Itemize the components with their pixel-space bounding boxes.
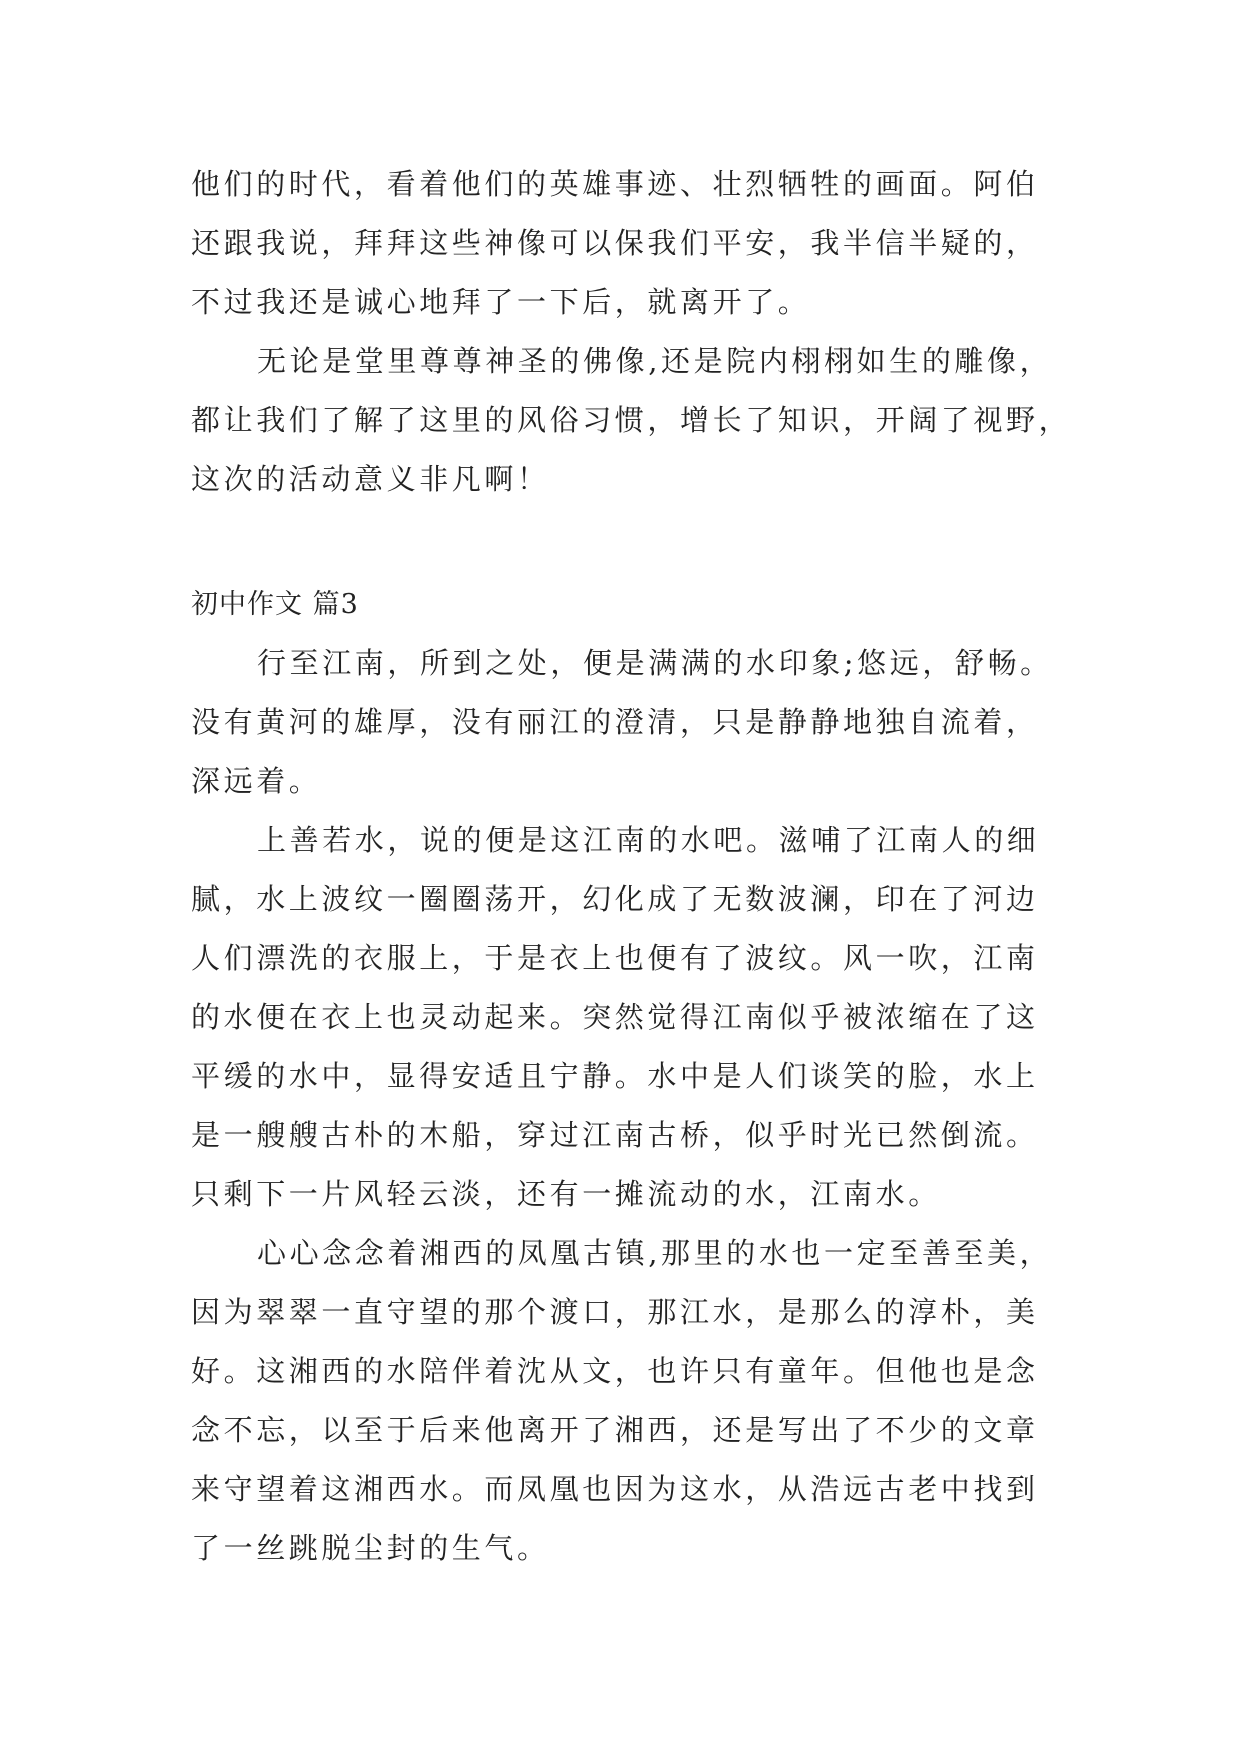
text-line: 这次的活动意义非凡啊！ [191, 462, 550, 496]
text-line: 无论是堂里尊尊神圣的佛像,还是院内栩栩如生的雕像， [257, 344, 1053, 378]
text-line: 心心念念着湘西的凤凰古镇,那里的水也一定至善至美， [257, 1236, 1053, 1270]
paragraph [191, 155, 1071, 332]
text-line: 他们的时代，看着他们的英雄事迹、壮烈牺牲的画面。阿伯 [191, 167, 1039, 201]
paragraph [191, 634, 1071, 811]
text-line: 上善若水，说的便是这江南的水吧。滋哺了江南人的细 [257, 823, 1040, 857]
text-line: 是一艘艘古朴的木船，穿过江南古桥，似乎时光已然倒流。 [191, 1118, 1039, 1152]
text-line: 只剩下一片风轻云淡，还有一摊流动的水，江南水。 [191, 1177, 941, 1211]
text-line: 好。这湘西的水陪伴着沈从文，也许只有童年。但他也是念 [191, 1354, 1039, 1388]
text-line: 深远着。 [191, 764, 322, 798]
paragraph [191, 332, 1071, 509]
text-line: 没有黄河的雄厚，没有丽江的澄清，只是静静地独自流着， [191, 705, 1039, 739]
text-line: 行至江南，所到之处，便是满满的水印象;悠远，舒畅。 [257, 646, 1053, 680]
text-line: 都让我们了解了这里的风俗习惯，增长了知识，开阔了视野， [191, 403, 1072, 437]
section-1 [191, 155, 1071, 509]
text-line: 平缓的水中，显得安适且宁静。水中是人们谈笑的脸，水上 [191, 1059, 1039, 1093]
text-line: 来守望着这湘西水。而凤凰也因为这水，从浩远古老中找到 [191, 1472, 1039, 1506]
document-body [191, 155, 1072, 1565]
paragraph [191, 811, 1071, 1224]
paragraph [191, 1224, 1071, 1578]
text-line: 还跟我说，拜拜这些神像可以保我们平安，我半信半疑的， [191, 226, 1039, 260]
text-line: 腻，水上波纹一圈圈荡开，幻化成了无数波澜，印在了河边 [191, 882, 1039, 916]
text-line: 人们漂洗的衣服上，于是衣上也便有了波纹。风一吹，江南 [191, 941, 1039, 975]
text-line: 念不忘，以至于后来他离开了湘西，还是写出了不少的文章 [191, 1413, 1039, 1447]
text-line: 了一丝跳脱尘封的生气。 [191, 1531, 550, 1565]
text-line: 的水便在衣上也灵动起来。突然觉得江南似乎被浓缩在了这 [191, 1000, 1039, 1034]
section-2 [191, 575, 1071, 1578]
text-line: 因为翠翠一直守望的那个渡口，那江水，是那么的淳朴，美 [191, 1295, 1039, 1329]
text-line: 不过我还是诚心地拜了一下后，就离开了。 [191, 285, 811, 319]
section-heading: 初中作文 篇3 [191, 589, 359, 620]
